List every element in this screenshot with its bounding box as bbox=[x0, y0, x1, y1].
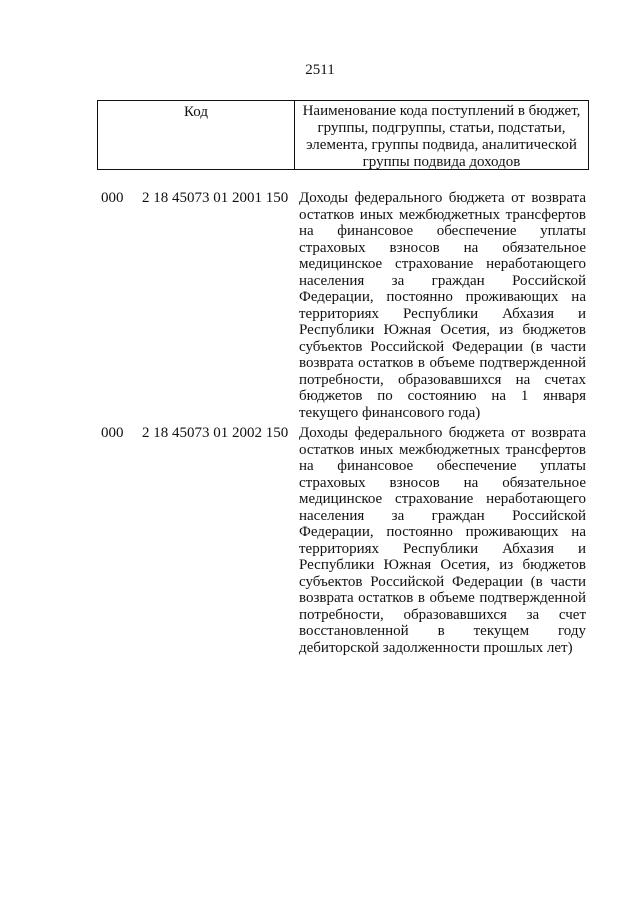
header-code-label: Код bbox=[98, 101, 295, 169]
table-header bbox=[97, 100, 589, 170]
header-name-label: Наименование кода поступлений в бюджет, группы, подгруппы, статьи, подстатьи, элемента, группы подвида, аналитической группы подвида доходов bbox=[302, 103, 581, 170]
row-description: Доходы федерального бюджета от возврата остатков иных межбюджетных трансфертов на финансовое обеспечение уплаты страховых взносов на обязательное медицинское страхование неработающего населения за граждан Российской Федерации, постоянно проживающих на территориях Республики Абхазия и Республики Южная Осетия, из бюджетов субъектов Российской Федерации (в части возврата остатков в объеме подтвержденной потребности, образовавшихся на счетах бюджетов по состоянию на 1 января текущего финансового года) bbox=[299, 190, 586, 421]
admin-code: 000 bbox=[101, 425, 124, 441]
kbk-code: 2 18 45073 01 2002 150 bbox=[142, 425, 289, 441]
page-number: 2511 bbox=[305, 62, 335, 78]
admin-code: 000 bbox=[101, 190, 124, 206]
kbk-code: 2 18 45073 01 2001 150 bbox=[142, 190, 289, 206]
row-description: Доходы федерального бюджета от возврата остатков иных межбюджетных трансфертов на финансовое обеспечение уплаты страховых взносов на обязательное медицинское страхование неработающего населения за граждан Российской Федерации, постоянно проживающих на территориях Республики Абхазия и Республики Южная Осетия, из бюджетов субъектов Российской Федерации (в части возврата остатков в объеме подтвержденной потребности, образовавшихся за счет восстановленной в текущем году дебиторской задолженности прошлых лет) bbox=[299, 425, 586, 656]
